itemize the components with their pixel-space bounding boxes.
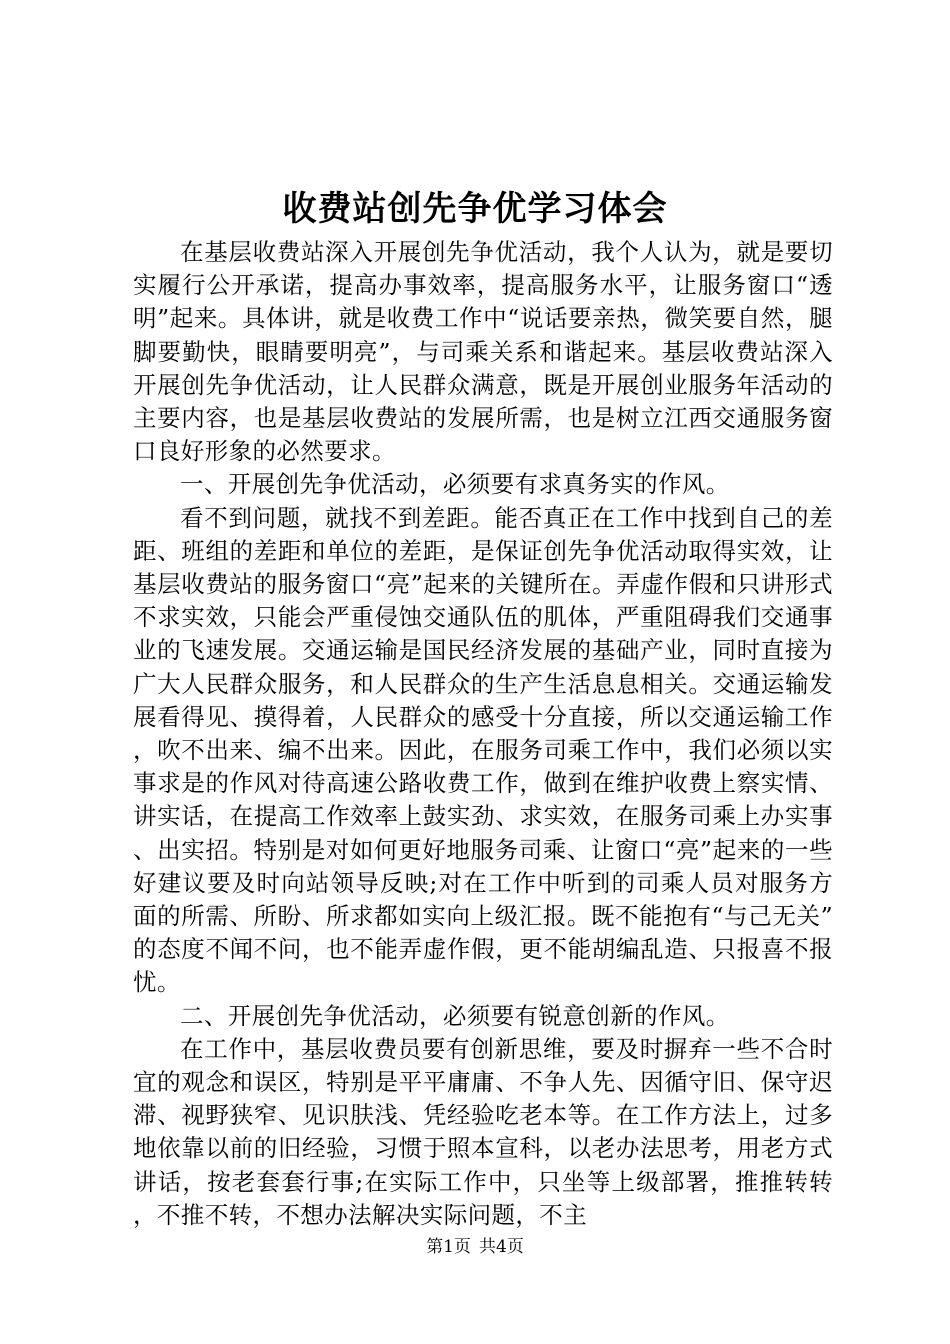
section-heading-2: 二、开展创先争优活动，必须要有锐意创新的作风。 xyxy=(180,1001,730,1030)
page-total: 共4页 xyxy=(479,1237,524,1257)
section-heading-1: 一、开展创先争优活动，必须要有求真务实的作风。 xyxy=(180,470,730,499)
document-body xyxy=(133,236,833,1232)
paragraph-intro: 在基层收费站深入开展创先争优活动，我个人认为，就是要切实履行公开承诺，提高办事效率，提高服务水平，让服务窗口“透明”起来。具体讲，就是收费工作中“说话要亲热，微笑要自然，腿脚要勤快，眼睛要明亮”，与司乘关系和谐起来。基层收费站深入开展创先争优活动，让人民群众满意，既是开展创业服务年活动的主要内容，也是基层收费站的发展所需，也是树立江西交通服务窗口良好形象的必然要求。 xyxy=(133,238,833,466)
paragraph-section-1: 看不到问题，就找不到差距。能否真正在工作中找到自己的差距、班组的差距和单位的差距，是保证创先争优活动取得实效，让基层收费站的服务窗口“亮”起来的关键所在。弄虚作假和只讲形式不求实效，只能会严重侵蚀交通队伍的肌体，严重阻碍我们交通事业的飞速发展。交通运输是国民经济发展的基础产业，同时直接为广大人民群众服务，和人民群众的生产生活息息相关。交通运输发展看得见、摸得着，人民群众的感受十分直接，所以交通运输工作，吹不出来、编不出来。因此，在服务司乘工作中，我们必须以实事求是的作风对待高速公路收费工作，做到在维护收费上察实情、讲实话，在提高工作效率上鼓实劲、求实效，在服务司乘上办实事、出实招。特别是对如何更好地服务司乘、让窗口“亮”起来的一些好建议要及时向站领导反映;对在工作中听到的司乘人员对服务方面的所需、所盼、所求都如实向上级汇报。既不能抱有“与己无关”的态度不闻不问，也不能弄虚作假，更不能胡编乱造、只报喜不报忧。 xyxy=(133,503,833,997)
paragraph-section-2: 在工作中，基层收费员要有创新思维，要及时摒弃一些不合时宜的观念和误区，特别是平平庸庸、不争人先、因循守旧、保守迟滞、视野狭窄、见识肤浅、凭经验吃老本等。在工作方法上，过多地依靠以前的旧经验，习惯于照本宣科，以老办法思考，用老方式讲话，按老套套行事;在实际工作中，只坐等上级部署，推推转转，不推不转，不想办法解决实际问题，不主 xyxy=(133,1034,833,1229)
page-number: 第1页 xyxy=(426,1237,471,1257)
document-title: 收费站创先争优学习体会 xyxy=(282,189,668,229)
page-footer xyxy=(0,1235,950,1259)
